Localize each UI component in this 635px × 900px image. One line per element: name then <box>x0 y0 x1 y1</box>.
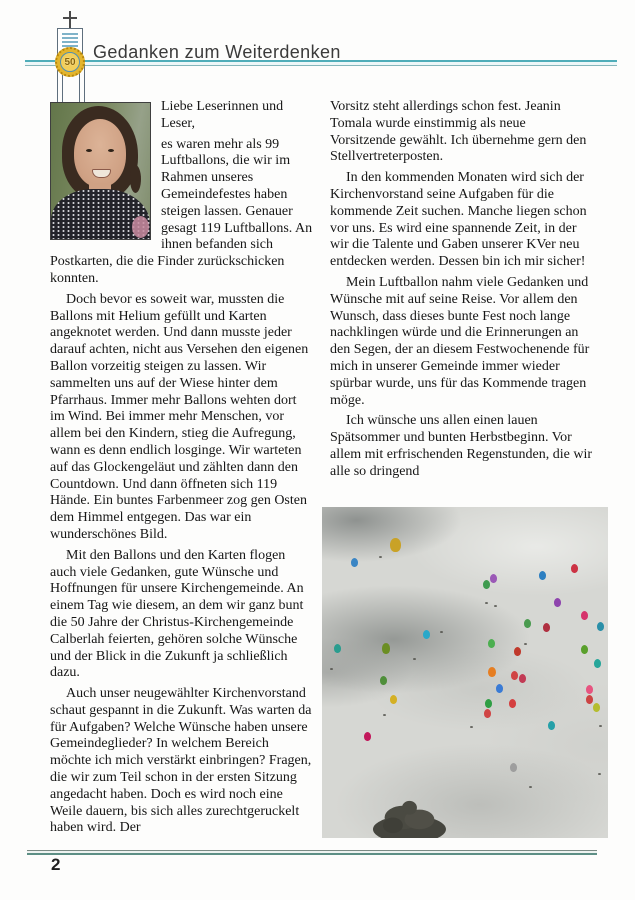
page-title: Gedanken zum Weiterdenken <box>93 42 341 62</box>
balloon <box>334 644 341 653</box>
balloon <box>483 580 490 589</box>
paragraph: Vorsitz steht allerdings schon fest. Jeanin Tomala wurde einstimmig als neue Vorsitzende gewählt. Ich übernehme gern den Stellvertreterposten. <box>330 99 587 165</box>
balloon <box>423 630 430 639</box>
portrait-scarf-accent <box>132 216 149 238</box>
balloon <box>548 721 555 730</box>
postcard-speck <box>599 725 602 727</box>
balloon <box>593 703 600 712</box>
postcard-speck <box>440 631 443 633</box>
portrait-eye <box>86 149 92 152</box>
postcard-speck <box>330 668 333 670</box>
balloon <box>488 667 496 678</box>
balloon <box>539 571 546 580</box>
postcard-speck <box>413 658 416 660</box>
balloon <box>364 732 371 741</box>
postcard-speck <box>529 786 532 788</box>
badge-number: 50 <box>60 52 80 72</box>
balloon <box>581 611 588 620</box>
paragraph: In den kommenden Monaten wird sich der Kirchenvorstand seine Aufgaben für die kommende Zeit suchen. Manche liegen schon vor uns. Es wird eine spannende Zeit, in der wir die Talente und Gaben unserer KVer neu entdecken werden. Dessen bin ich mir sicher! <box>330 170 587 270</box>
balloon <box>524 619 531 628</box>
anniversary-50-badge <box>55 47 85 77</box>
balloon <box>586 685 593 694</box>
paragraph: Ich wünsche uns allen einen lauen Spätsommer und bunten Herbstbeginn. Vor allem mit erfrischenden Regenstunden, die wir alle so dringend <box>330 413 593 479</box>
church-tower-logo <box>48 6 94 104</box>
balloon <box>490 574 497 583</box>
balloon <box>543 623 550 632</box>
article-column-right <box>330 99 593 485</box>
postcard-speck <box>485 602 488 604</box>
footer-divider-rule <box>27 850 597 855</box>
balloon <box>581 645 588 654</box>
postcard-speck <box>524 643 527 645</box>
portrait-eye <box>108 149 114 152</box>
balloon <box>510 763 517 772</box>
paragraph: Auch unser neugewählter Kirchenvorstand schaut gespannt in die Zukunft. Was warten da für Aufgaben? Welche Wünsche haben unsere Gemeindeglieder? In welchem Bereich möchte ich mich verstärkt einbringen? Fragen, die wir zum Teil schon in der ersten Sitzung angedacht haben. Doch es wird noch eine Weile dauern, bis sich alles zurechtgeruckelt haben wird. Der <box>50 686 312 836</box>
balloon <box>390 695 397 704</box>
balloon <box>594 659 601 668</box>
paragraph: Doch bevor es soweit war, mussten die Ballons mit Helium gefüllt und Karten angeknotet werden. Und dann musste jeder darauf achten, nicht aus Versehen den eigenen Ballon vorzeitig steigen zu lassen. Wir sammelten uns auf der Wiese hinter dem Pfarrhaus. Immer mehr Ballons wehten dort im Wind. Bei immer mehr Menschen, vor allem bei den Kindern, stieg die Aufregung, wann es denn endlich losginge. Wir warteten auf das Glockengeläut und zählten dann den Countdown. Und dann öffneten sich 119 Hände. Ein buntes Farbenmeer zog gen Osten dem Himmel entgegen. Das war ein wunderschönes Bild. <box>50 291 309 542</box>
salutation: Liebe Leserinnen und Leser, <box>161 99 284 131</box>
paragraph: Mit den Ballons und den Karten flogen auch viele Gedanken, gute Wünsche und Hoffnungen für unsere Kirchengemeinde. An einem Tag wie diesem, an dem wir ganz bunt die 50 Jahre der Christus-Kirchengemeinde Calberlah feierten, gehören solche Wünsche und der Blick in die Zukunft ja schließlich dazu. <box>50 547 304 681</box>
balloon <box>351 558 358 567</box>
balloon <box>488 639 495 648</box>
balloon <box>484 709 491 718</box>
balloon <box>571 564 578 573</box>
balloon <box>485 699 492 708</box>
page-number: 2 <box>51 855 61 874</box>
balloon <box>554 598 561 607</box>
postcard-speck <box>470 726 473 728</box>
balloon <box>380 676 387 685</box>
author-portrait-photo <box>50 102 151 240</box>
postcard-speck <box>494 605 497 607</box>
postcard-speck <box>379 556 382 558</box>
balloon <box>514 647 521 656</box>
portrait-hair-curl <box>130 165 141 193</box>
paragraph: Mein Luftballon nahm viele Gedanken und Wünsche mit auf seine Reise. Vor allem den Wunsch, dass dieses bunte Fest noch lange nachklingen würde und die Erinnerungen an den Segen, der an diesem Festwochenende für mich in unserer Gemeinde immer wieder spürbar wurde, uns für das Kommende tragen möge. <box>330 274 590 408</box>
treetop-silhouette <box>368 796 451 838</box>
balloon <box>509 699 516 708</box>
article-column-left <box>50 99 313 841</box>
balloon-photo <box>322 507 608 838</box>
balloon <box>382 643 390 654</box>
postcard-speck <box>598 773 601 775</box>
cross-icon <box>69 11 71 29</box>
paragraph: es waren mehr als 99 Luftballons, die wir im Rahmen unseres Gemeindefestes haben steigen lassen. Genauer gesagt 119 Luftballons. An ihnen befanden sich Postkarten, die die Finder zurückschicken konnten. <box>50 136 313 286</box>
cross-icon-bar <box>63 17 77 19</box>
balloon <box>390 538 401 552</box>
postcard-speck <box>383 714 386 716</box>
balloon <box>519 674 526 683</box>
balloon <box>496 684 503 693</box>
balloon <box>597 622 604 631</box>
balloon <box>511 671 518 680</box>
balloon <box>586 695 593 704</box>
